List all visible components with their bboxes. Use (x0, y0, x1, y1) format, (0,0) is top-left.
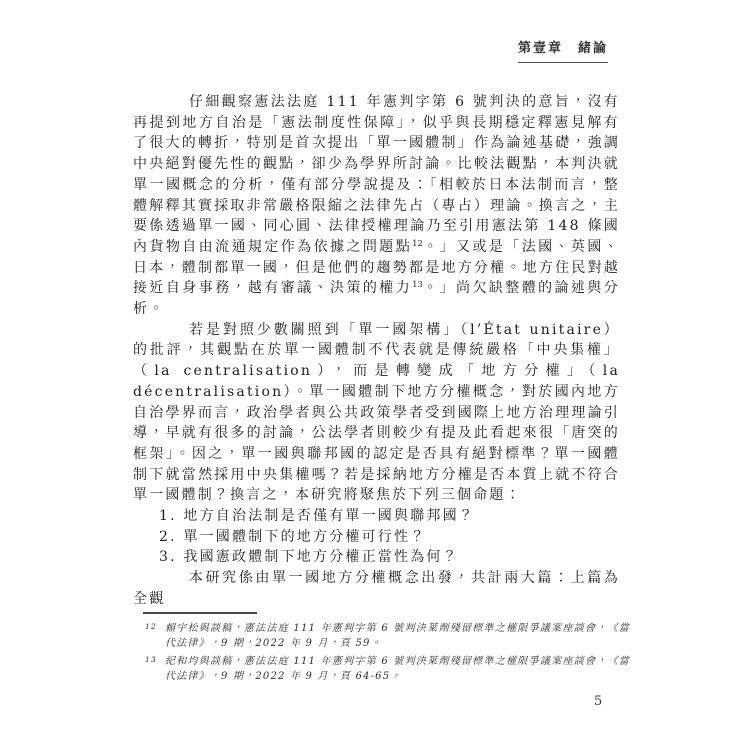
chapter-title: 第壹章 緒論 (517, 41, 608, 56)
footnote-area (133, 612, 630, 688)
paragraph-1-text-c: 。」尚欠缺整體的論述與分析。 (133, 280, 620, 318)
footnote-ref-12: 12 (412, 238, 423, 249)
paragraph-1 (133, 92, 620, 320)
page-content (133, 92, 620, 610)
footnote-12 (133, 622, 630, 651)
paragraph-2: 若是對照少數關照到「單一國架構」（l’État unitaire）的批評，其觀點在於單一國體制不代表就是傳統嚴格「中央集權」（la centralisation），而是轉變成「地方分權」（la décentralisation）。單一國體制下地方分權概念，對於國內地方自治學界而言，政治學者與公共政策學者受到國際上地方治理理論引導，早就有很多的討論，公法學者則較少有提及此看起來很「唐突的框架」。因之，單一國與聯邦國的認定是否具有絕對標準？單一國體制下就當然採用中央集權嗎？若是採納地方分權是否本質上就不符合單一國體制？換言之，本研究將聚焦於下列三個命題： (133, 321, 620, 504)
paragraph-3: 本研究係由單一國地方分權概念出發，共計兩大篇：上篇為全觀 (133, 570, 620, 607)
list-item-1: 1. 地方自治法制是否僅有單一國與聯邦國？ (159, 508, 476, 525)
research-questions-list (133, 506, 620, 568)
footnote-13-text: 紀和均與談稿，憲法法庭 111 年憲判字第 6 號判決萊劑殘留標準之權限爭議案座談會，《當代法律》，9 期，2022 年 9 月，頁 64-65。 (165, 656, 630, 682)
footnote-separator (143, 612, 257, 614)
footnote-13 (133, 655, 630, 684)
footnote-12-text: 賴宇松與談稿，憲法法庭 111 年憲判字第 6 號判決萊劑殘留標準之權限爭議案座談會，《當代法律》，9 期，2022 年 9 月，頁 59。 (165, 623, 630, 649)
list-item-2: 2. 單一國體制下的地方分權可行性？ (159, 528, 427, 545)
paragraph-1-text-a: 仔細觀察憲法法庭 111 年憲判字第 6 號判決的意旨，沒有再提到地方自治是「憲法制度性保障」，似乎與長期穩定釋憲見解有了很大的轉折，特別是首次提出「單一國體制」作為論述基礎，強調中央絕對優先性的觀點，卻少為學界所討論。比較法觀點，本判決就單一國概念的分析，僅有部分學說提及：「相較於日本法制而言，整體解釋其實採取非常嚴格限縮之法律先占（專占）理論。換言之，主要係透過單一國、同心圓、法律授權理論乃至引用憲法第 148 條國內貨物自由流通規定作為依據之問題點 (133, 94, 620, 255)
running-header (518, 37, 608, 63)
footnote-13-marker: 13 (145, 655, 157, 664)
footnote-ref-13: 13 (412, 280, 423, 291)
page-number: 5 (594, 694, 603, 709)
list-item-3: 3. 我國憲政體制下地方分權正當性為何？ (159, 549, 459, 566)
paragraph-1-text-b: 。」又或是「法國、英國、日本，體制都單一國，但是他們的趨勢都是地方分權。地方住民對越接近自身事務，越有審議、決策的權力 (133, 238, 620, 297)
footnote-12-marker: 12 (145, 622, 157, 631)
